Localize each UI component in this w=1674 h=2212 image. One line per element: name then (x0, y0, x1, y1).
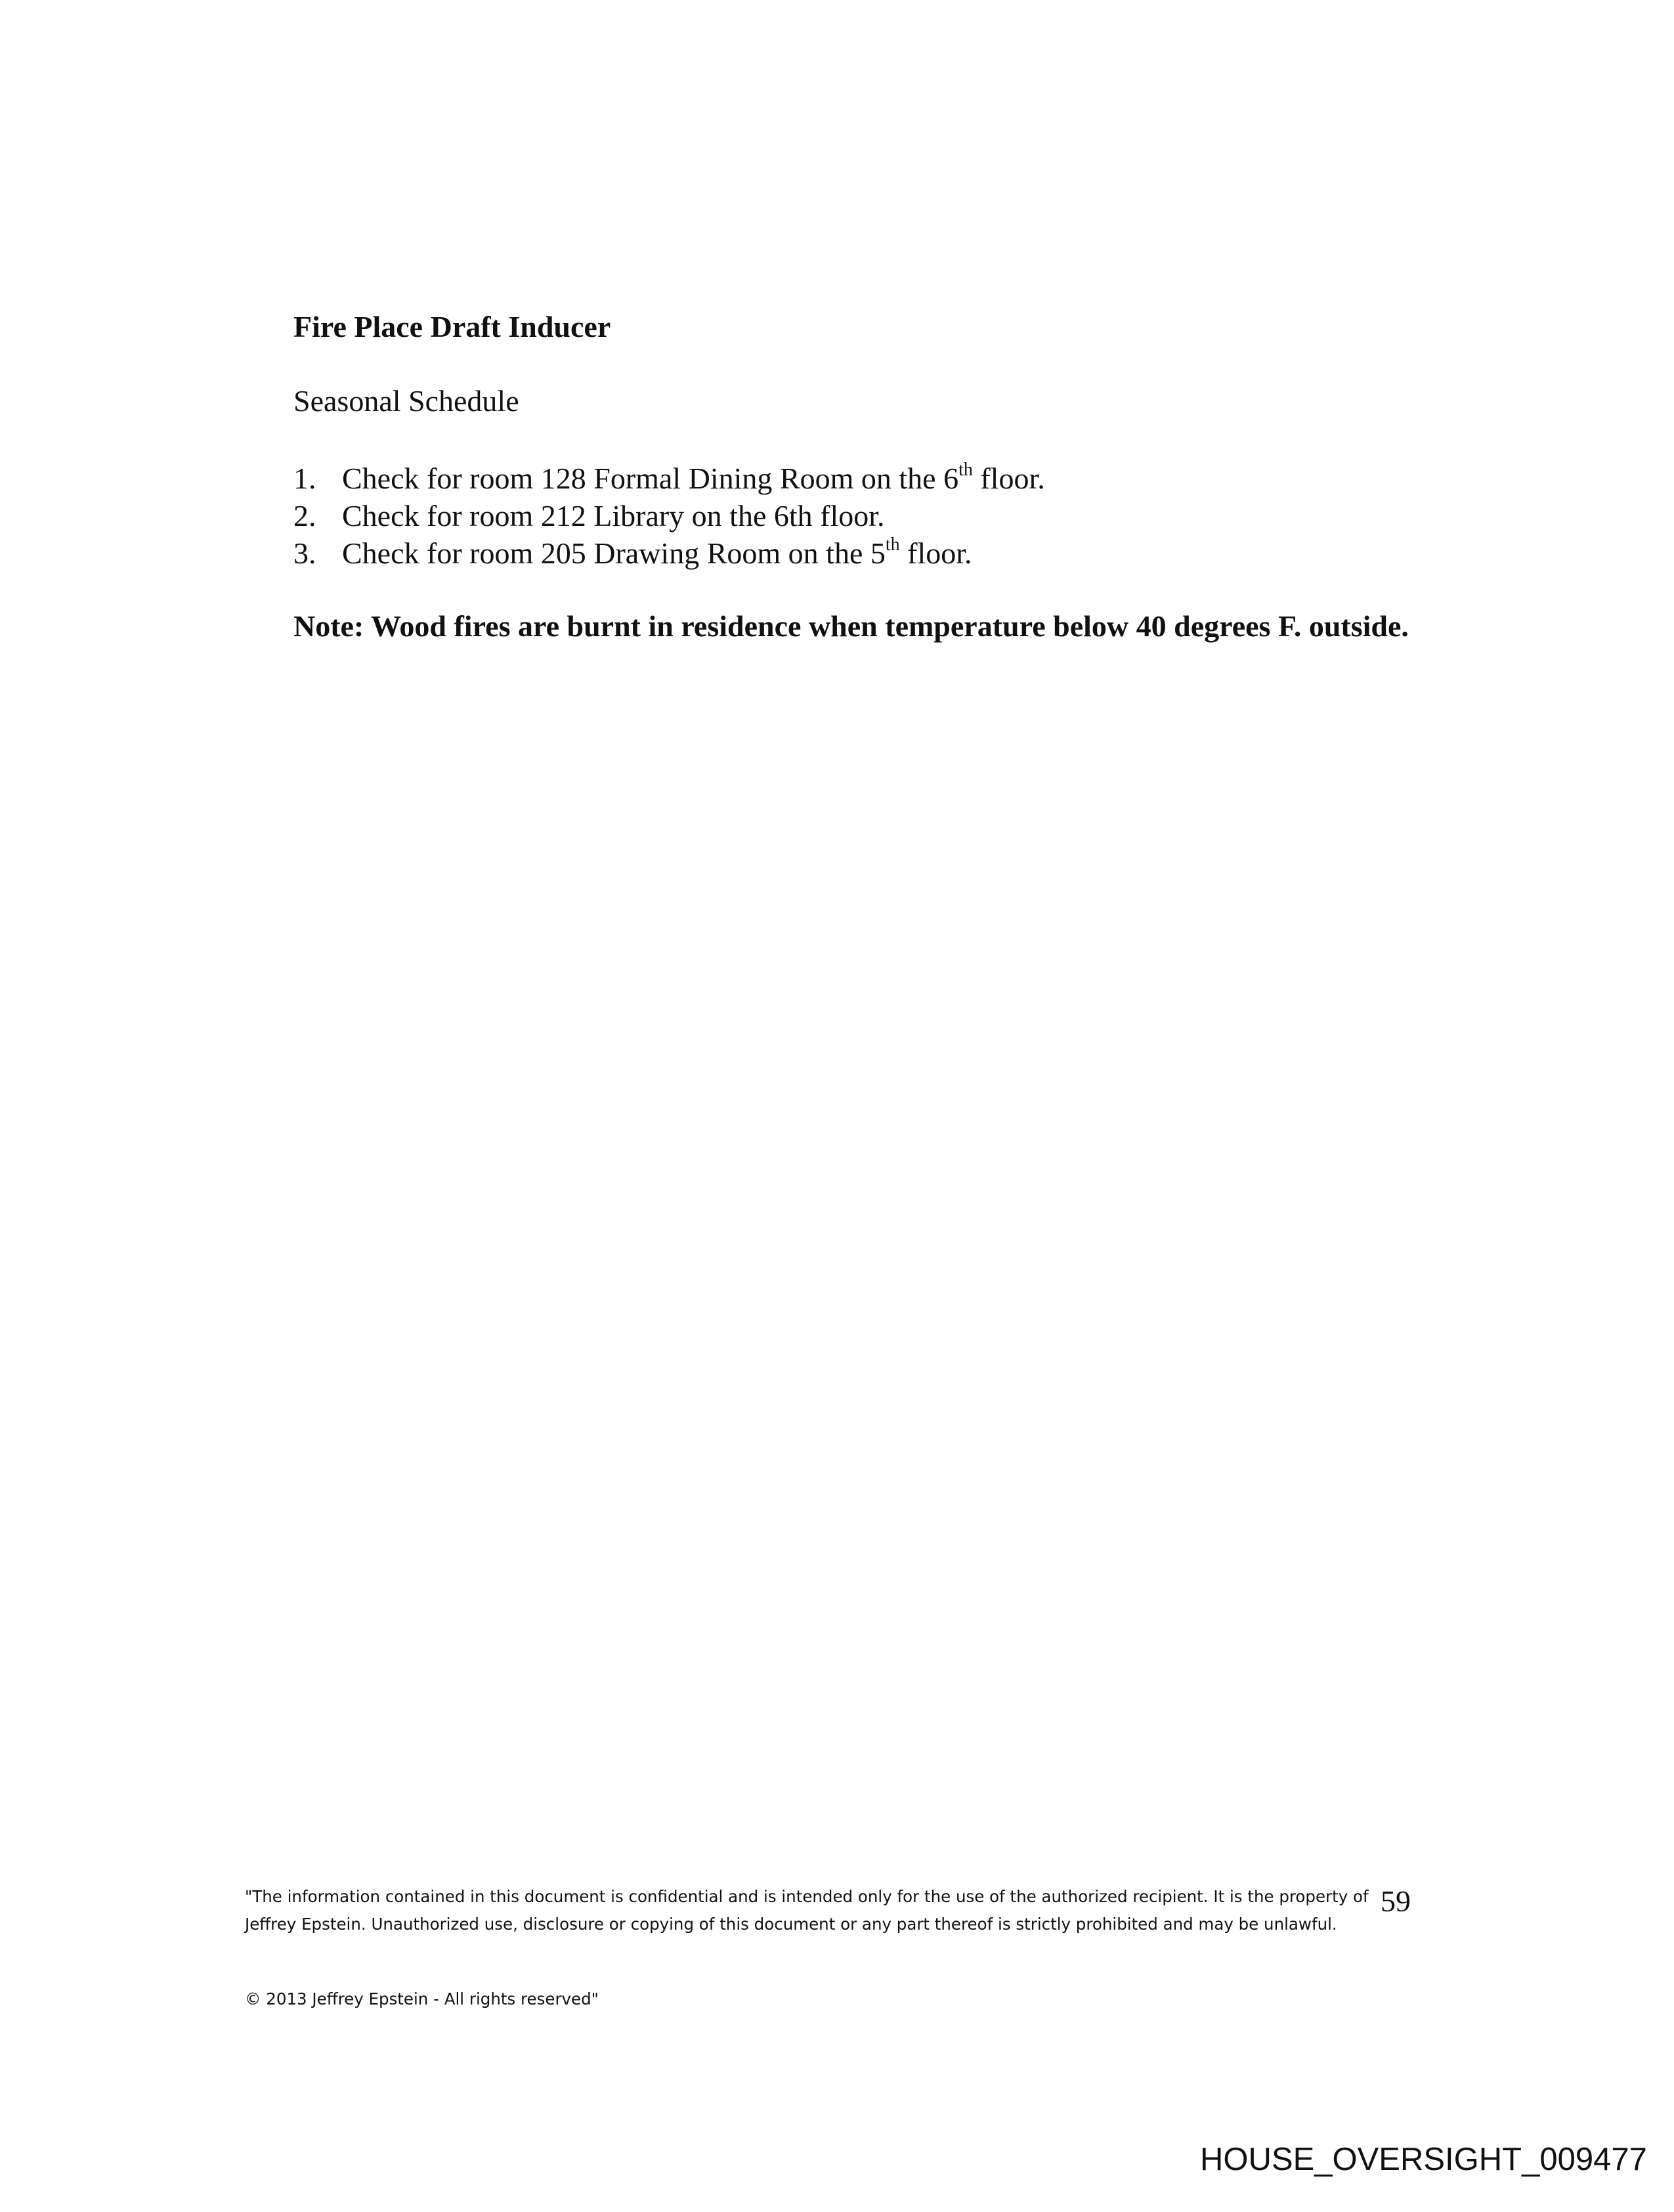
list-item-text: Check for room 128 Formal Dining Room on the 6th floor. (342, 460, 1045, 495)
list-item (293, 460, 1045, 497)
confidentiality-notice: "The information contained in this document is confidential and is intended only for the use of the authorized recipient. It is the property of Jeffrey Epstein. Unauthorized use, disclosure or copying of this document or any part thereof is strictly prohibited and may be unlawful. (245, 1887, 1369, 1934)
copyright-notice: © 2013 Jeffrey Epstein - All rights reserved" (245, 1989, 599, 2008)
list-item-text: Check for room 212 Library on the 6th floor. (342, 499, 885, 532)
ordinal-suffix: th (958, 460, 973, 480)
note-text: Note: Wood fires are burnt in residence when temperature below 40 degrees F. outside. (293, 609, 1409, 643)
ordinal-suffix: th (885, 534, 900, 555)
section-subtitle: Seasonal Schedule (293, 384, 519, 418)
list-item (293, 497, 1045, 534)
checklist (293, 460, 1045, 572)
bates-stamp: HOUSE_OVERSIGHT_009477 (1200, 2142, 1647, 2177)
list-item (293, 534, 1045, 572)
document-title: Fire Place Draft Inducer (293, 310, 611, 343)
list-item-text: Check for room 205 Drawing Room on the 5th floor. (342, 534, 972, 570)
list-item-number: 2. (293, 499, 316, 532)
list-item-number: 1. (293, 462, 316, 495)
list-item-number: 3. (293, 536, 316, 570)
page-number: 59 (1381, 1884, 1411, 1918)
